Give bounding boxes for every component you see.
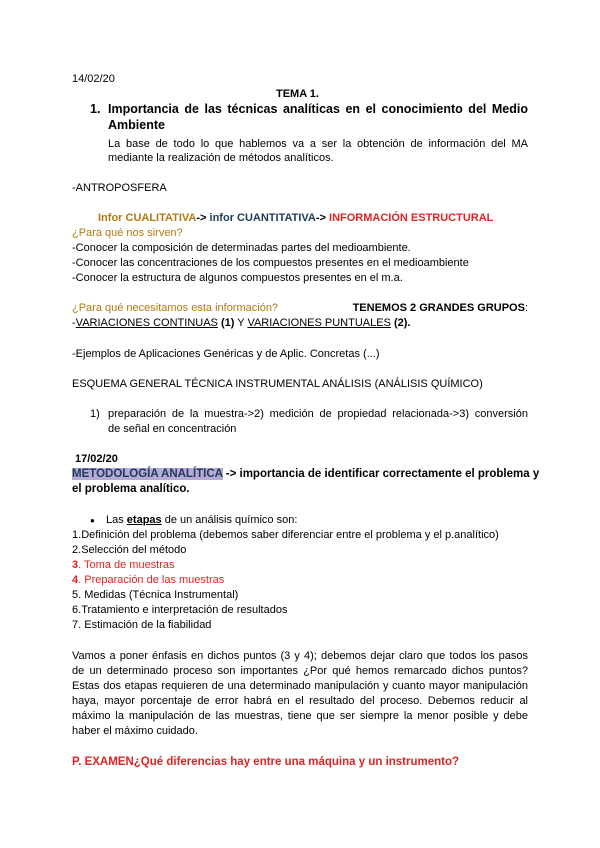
steps-line2: de señal en concentración [108, 423, 237, 435]
date-2: 17/02/20 [75, 453, 118, 465]
etapa-5 [72, 588, 238, 602]
infor-cuantitativa: infor CUANTITATIVA [209, 212, 316, 224]
infor-line [98, 211, 493, 225]
variaciones-y: Y [234, 317, 248, 329]
etapa-5-num: 5. [72, 589, 82, 601]
examen-question: P. EXAMEN¿Qué diferencias hay entre una máquina y un instrumento? [72, 756, 460, 768]
etapas-intro-post: de un análisis químico son: [161, 514, 298, 526]
heading-1-line2: Ambiente [108, 118, 165, 132]
variaciones-puntuales: VARIACIONES PUNTUALES [247, 317, 391, 329]
infor-arrow-1: -> [196, 212, 210, 224]
intro-line1: La base de todo lo que hablemos va a ser la obtención de información del MA [108, 138, 528, 150]
etapa-4 [72, 573, 224, 587]
paragraph-line-4: haya, mayor porcentaje de error habrá en el resultado del proceso. Debemos reducir al [72, 695, 528, 707]
date-1: 14/02/20 [72, 73, 115, 85]
intro-line2: mediante la realización de métodos analíticos. [108, 152, 334, 164]
question-2-text: ¿Para qué necesitamos esta información? [72, 302, 279, 314]
infor-cualitativa: Infor CUALITATIVA [98, 212, 197, 224]
etapa-3 [72, 558, 175, 572]
etapa-1 [72, 528, 499, 542]
etapa-3-text: . Toma de muestras [78, 559, 175, 571]
ejemplos: -Ejemplos de Aplicaciones Genéricas y de Aplic. Concretas (...) [72, 348, 380, 360]
etapa-2-num: 2. [72, 544, 82, 556]
paragraph-line-3: Estas dos etapas requieren de una determinado manipulación y cuanto mayor manipulación [72, 680, 528, 692]
paragraph-line-2: de un determinado proceso son importantes ¿Por qué hemos remarcado dichos puntos? [72, 665, 528, 677]
tema-title: TEMA 1. [276, 88, 319, 100]
steps-line1: preparación de la muestra->2) medición de propiedad relacionada->3) conversión [108, 408, 528, 420]
etapas-intro [106, 513, 297, 527]
variaciones-n2: (2). [390, 317, 411, 329]
etapa-6-num: 6. [72, 604, 82, 616]
heading-1-number: 1. [90, 102, 101, 116]
use-item-2: -Conocer las concentraciones de los compuestos presentes en el medioambiente [72, 257, 469, 269]
etapas-word: etapas [126, 514, 162, 526]
paragraph-line-6: haber el máximo cuidado. [72, 725, 198, 737]
infor-estructural: INFORMACIÓN ESTRUCTURAL [329, 212, 494, 224]
variaciones-n1: (1) [217, 317, 235, 329]
metodologia-label: METODOLOGÍA ANALÍTICA [72, 468, 223, 480]
variaciones-continuas: VARIACIONES CONTINUAS [75, 317, 218, 329]
metodologia-line1 [72, 467, 539, 481]
etapa-4-text: . Preparación de las muestras [78, 574, 225, 586]
heading-1-line1: Importancia de las técnicas analíticas en el conocimiento del Medio [108, 102, 528, 116]
etapas-intro-pre: Las [106, 514, 127, 526]
antroposfera: -ANTROPOSFERA [72, 182, 167, 194]
etapa-7-num: 7. [72, 619, 82, 631]
grupos-bold: TENEMOS 2 GRANDES GRUPOS [352, 302, 525, 314]
metodologia-line2: el problema analítico. [72, 483, 190, 495]
etapa-4-num: 4 [72, 574, 79, 586]
etapa-6-text: Tratamiento e interpretación de resultados [81, 604, 288, 616]
infor-arrow-2: -> [315, 212, 330, 224]
etapa-7-text: Estimación de la fiabilidad [81, 619, 212, 631]
etapa-1-text: Definición del problema (debemos saber diferenciar entre el problema y el p.analítico) [81, 529, 499, 541]
etapa-2 [72, 543, 186, 557]
paragraph-line-5: máximo la manipulación de las muestras, tiene que ser siempre la menor posible y debe [72, 710, 528, 722]
paragraph-line-1: Vamos a poner énfasis en dichos puntos (3 y 4); debemos dejar claro que todos los pasos [72, 650, 528, 662]
use-item-3: -Conocer la estructura de algunos compuestos presentes en el m.a. [72, 272, 403, 284]
esquema-title: ESQUEMA GENERAL TÉCNICA INSTRUMENTAL ANÁLISIS (ANÁLISIS QUÍMICO) [72, 378, 483, 390]
use-item-1: -Conocer la composición de determinadas partes del medioambiente. [72, 242, 411, 254]
etapa-6 [72, 603, 287, 617]
metodologia-rest: -> importancia de identificar correctamente el problema y [222, 468, 540, 480]
para-que-question: ¿Para qué nos sirven? [72, 227, 183, 239]
steps-number: 1) [90, 408, 100, 420]
etapa-2-text: Selección del método [81, 544, 187, 556]
etapa-1-num: 1. [72, 529, 82, 541]
bullet-icon: ● [90, 516, 95, 525]
etapa-3-num: 3 [72, 559, 79, 571]
etapa-7 [72, 618, 211, 632]
variaciones-line [72, 316, 410, 330]
grupos-colon: : [524, 302, 528, 314]
question-2-line [72, 301, 528, 315]
variaciones-dash: - [72, 317, 76, 329]
etapa-5-text: Medidas (Técnica Instrumental) [81, 589, 239, 601]
